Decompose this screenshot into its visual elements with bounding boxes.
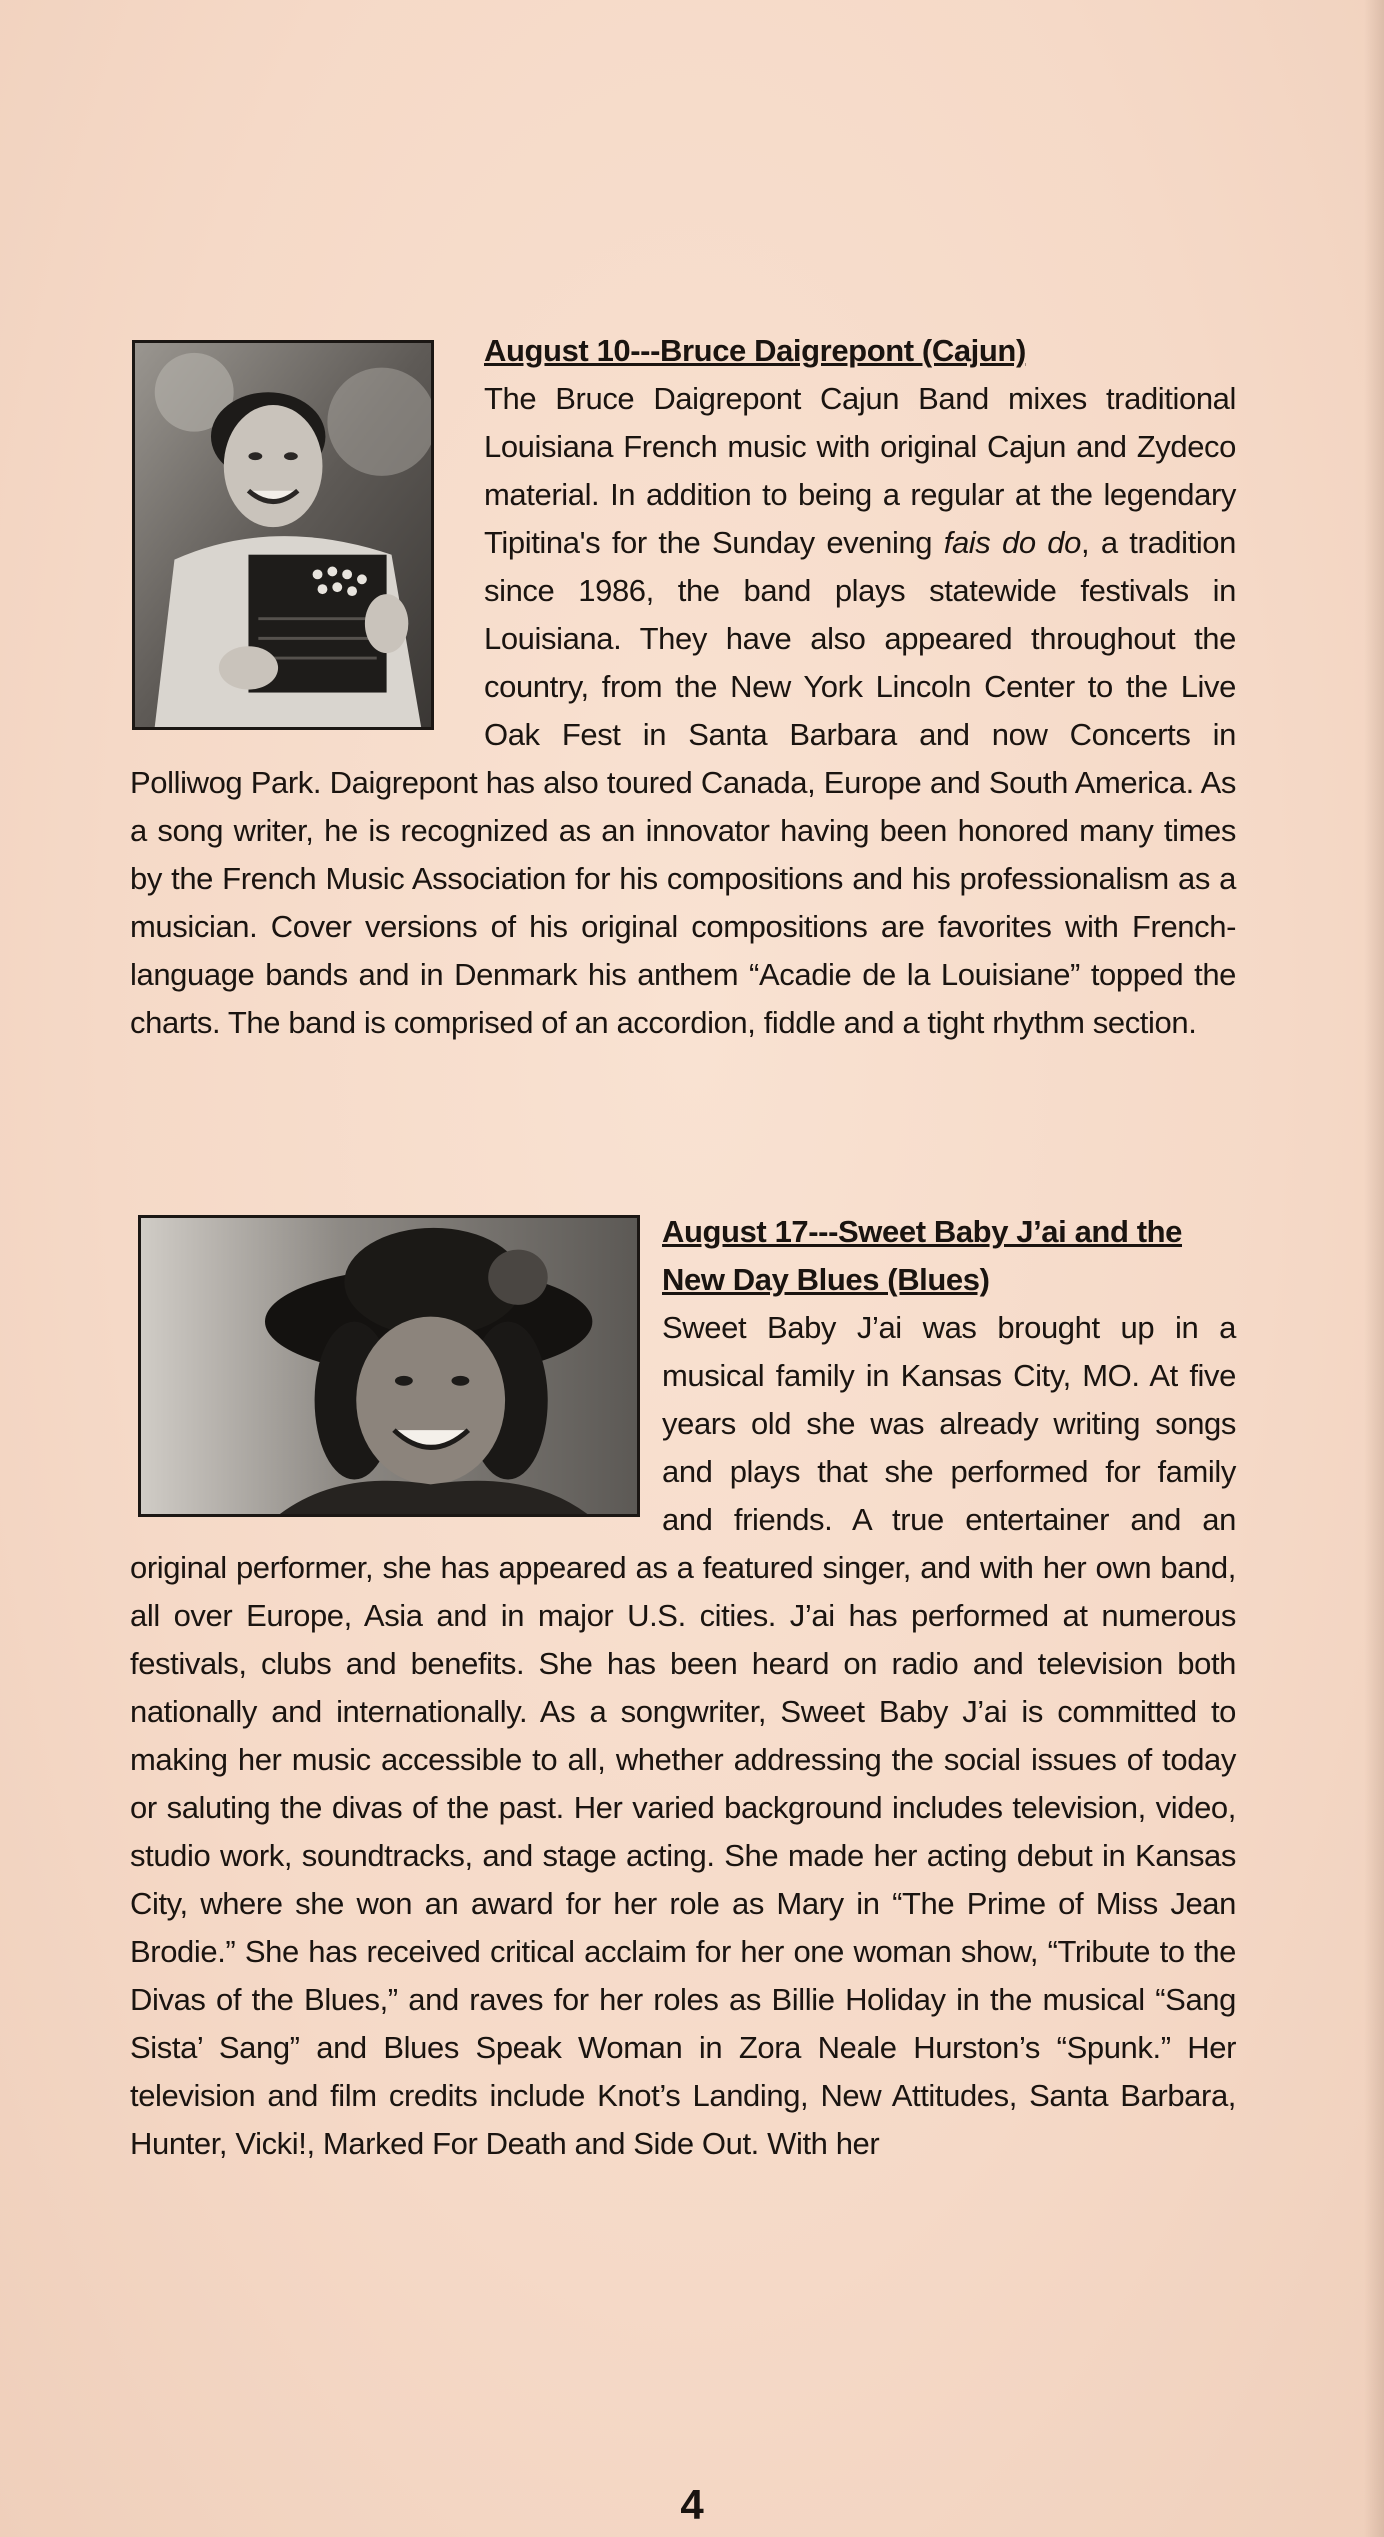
article-sweet-baby-jai (130, 1208, 1236, 2168)
page-edge-shadow (1364, 0, 1384, 2537)
article-body: Sweet Baby J’ai was brought up in a musical family in Kansas City, MO. At five years old she was already writing songs and plays that she performed for family and friends. A true entertainer and an original performer, she has appeared as a featured singer, and with her own band, all over Europe, Asia and in major U.S. cities. J’ai has performed at numerous festivals, clubs and benefits. She has been heard on radio and television both nationally and internationally. As a songwriter, Sweet Baby J’ai is committed to making her music accessible to all, whether addressing the social issues of today or saluting the divas of the past. Her varied background includes television, video, studio work, soundtracks, and stage acting. She made her acting debut in Kansas City, where she won an award for her role as Mary in “The Prime of Miss Jean Brodie.” She has received critical acclaim for her one woman show, “Tribute to the Divas of the Blues,” and raves for her roles as Billie Holiday in the musical “Sang Sista’ Sang” and Blues Speak Woman in Zora Neale Hurston’s “Spunk.” Her television and film credits include Knot’s Landing, New Attitudes, Santa Barbara, Hunter, Vicki!, Marked For Death and Side Out. With her (130, 1310, 1236, 2161)
article-body-part2: , a tradition since 1986, the band plays statewide festivals in Louisiana. They have also appeared throughout the country, from the New York Lincoln Center to the Live Oak Fest in Santa Barbara and now Concerts in Polliwog Park. Daigrepont has also toured Canada, Europe and South America. As a song writer, he is recognized as an innovator having been honored many times by the French Music Association for his compositions and his professionalism as a musician. Cover versions of his original compositions are favorites with French-language bands and in Denmark his anthem “Acadie de la Louisiane” topped the charts. The band is comprised of an accordion, fiddle and a tight rhythm section. (130, 525, 1236, 1040)
singer-portrait-photo-icon (141, 1218, 637, 1514)
photo-sweet-baby-jai (138, 1215, 640, 1517)
photo-bruce-daigrepont (132, 340, 434, 730)
article-heading: August 17---Sweet Baby J’ai and the New Day Blues (Blues) (662, 1214, 1182, 1297)
page-number: 4 (680, 2481, 704, 2528)
accordion-player-photo-icon (135, 343, 431, 727)
article-bruce-daigrepont (130, 327, 1236, 1047)
article-body-part1: The Bruce Daigrepont Cajun Band mixes traditional Louisiana French music with original Cajun and Zydeco material. In addition to being a regular at the legendary Tipitina's for the Sunday evening (484, 381, 1236, 560)
article-body-italic: fais do do (943, 525, 1081, 560)
article-heading: August 10---Bruce Daigrepont (Cajun) (484, 333, 1026, 368)
